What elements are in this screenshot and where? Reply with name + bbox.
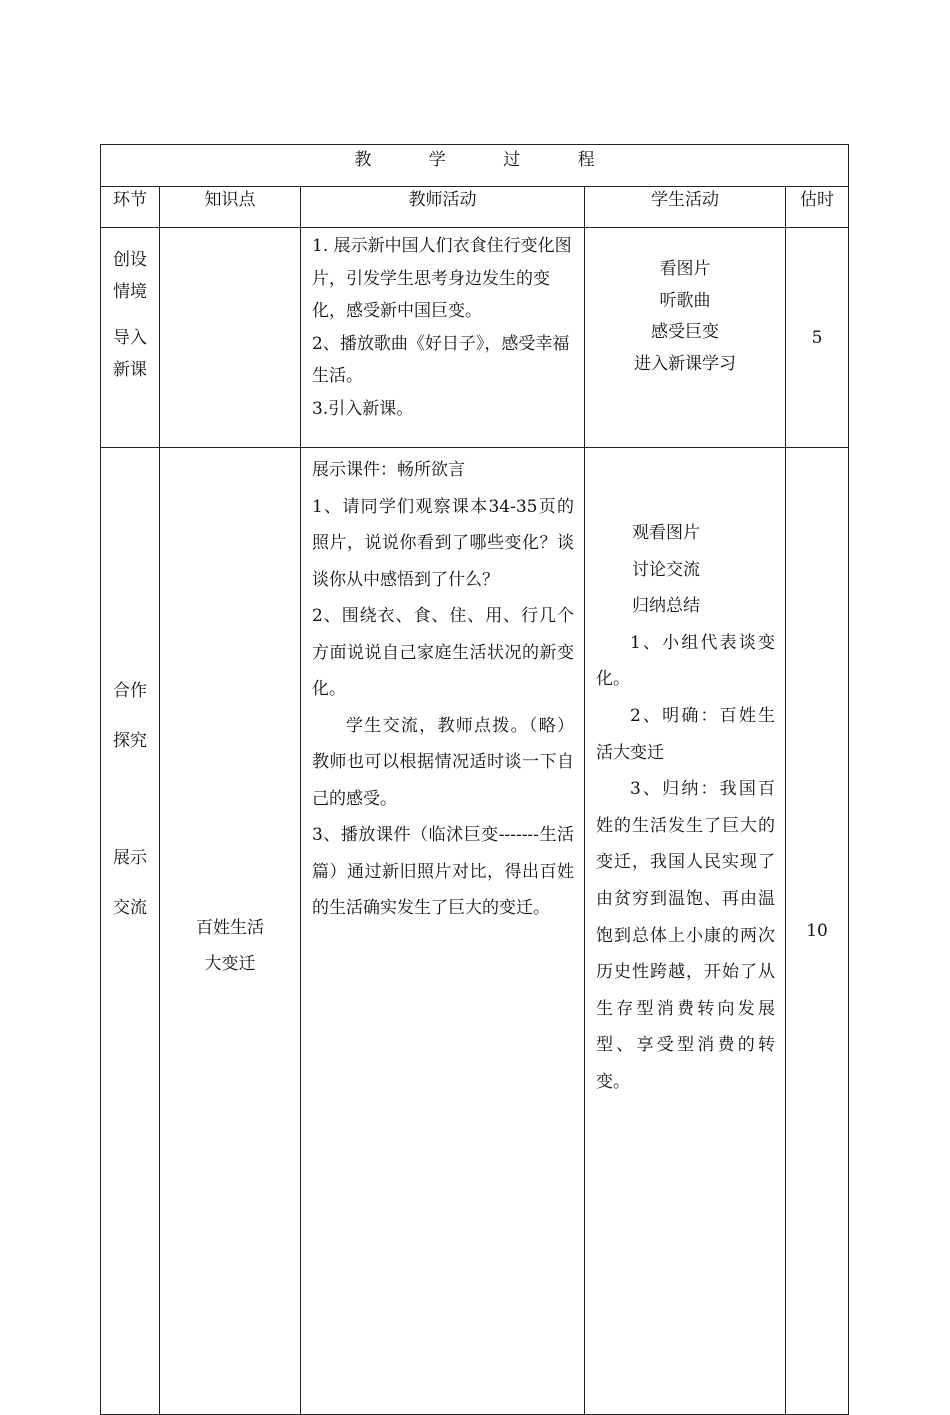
header-row bbox=[101, 187, 849, 228]
stage-text: 探究 bbox=[113, 731, 147, 751]
student-activity-text: 观看图片 bbox=[632, 523, 700, 543]
stage-text: 导入 bbox=[113, 328, 147, 348]
teacher-activity-text: 1、请同学们观察课本34-35页的照片，说说你看到了哪些变化？谈谈你从中感悟到了什么？ bbox=[312, 496, 574, 590]
knowledge-text: 百姓生活 bbox=[196, 918, 264, 938]
student-activity-text: 听歌曲 bbox=[659, 290, 711, 311]
table-title: 教 学 过 程 bbox=[101, 145, 849, 187]
stage-text: 新课 bbox=[113, 360, 147, 380]
stage-cell bbox=[101, 448, 160, 1415]
stage-text: 情境 bbox=[113, 282, 147, 302]
student-activity-text: 归纳总结 bbox=[632, 596, 700, 617]
student-activity-cell bbox=[585, 228, 786, 448]
student-activity-cell bbox=[585, 448, 786, 1415]
teacher-activity-text: 1. 展示新中国人们衣食住行变化图片，引发学生思考身边发生的变化，感受新中国巨变。 bbox=[312, 236, 572, 321]
table-row bbox=[101, 228, 849, 448]
time-cell: 10 bbox=[786, 448, 849, 1415]
teacher-activity-text: 展示课件：畅所欲言 bbox=[312, 460, 465, 480]
knowledge-cell bbox=[160, 228, 301, 448]
student-activity-text: 进入新课学习 bbox=[634, 353, 736, 374]
time-cell: 5 bbox=[786, 228, 849, 448]
teacher-activity-text: 学生交流，教师点拨。（略）教师也可以根据情况适时谈一下自己的感受。 bbox=[312, 715, 574, 809]
stage-text: 合作 bbox=[113, 681, 147, 701]
teacher-activity-text: 3、播放课件（临沭巨变-------生活篇）通过新旧照片对比，得出百姓的生活确实发生了巨大的变迁。 bbox=[312, 825, 574, 918]
teacher-activity-cell bbox=[301, 228, 585, 448]
stage-cell bbox=[101, 228, 160, 448]
student-activity-text: 1、小组代表谈变化。 bbox=[596, 632, 775, 690]
table-row bbox=[101, 448, 849, 1415]
student-activity-text: 看图片 bbox=[659, 259, 711, 279]
header-knowledge: 知识点 bbox=[160, 187, 301, 228]
teacher-activity-text: 3.引入新课。 bbox=[312, 398, 414, 419]
teacher-activity-cell bbox=[301, 448, 585, 1415]
student-activity-text: 2、明确：百姓生活大变迁 bbox=[596, 705, 775, 763]
student-activity-text: 感受巨变 bbox=[651, 322, 719, 342]
stage-text: 展示 bbox=[113, 848, 147, 868]
stage-text: 创设 bbox=[113, 250, 147, 270]
knowledge-text: 大变迁 bbox=[204, 954, 256, 974]
teacher-activity-text: 2、围绕衣、食、住、用、行几个方面说说自己家庭生活状况的新变化。 bbox=[312, 606, 574, 699]
teacher-activity-text: 2、播放歌曲《好日子》，感受幸福生活。 bbox=[312, 333, 570, 386]
header-stage: 环节 bbox=[101, 187, 160, 228]
stage-text: 交流 bbox=[113, 898, 147, 918]
header-student: 学生活动 bbox=[585, 187, 786, 228]
lesson-process-table bbox=[100, 144, 849, 1415]
header-time: 估时 bbox=[786, 187, 849, 228]
knowledge-cell bbox=[160, 448, 301, 1415]
header-teacher: 教师活动 bbox=[301, 187, 585, 228]
student-activity-text: 讨论交流 bbox=[632, 559, 700, 580]
student-activity-text: 3、归纳：我国百姓的生活发生了巨大的变迁，我国人民实现了由贫穷到温饱、再由温饱到总体上小康的两次历史性跨越，开始了从生存型消费转向发展型、享受型消费的转变。 bbox=[596, 779, 775, 1092]
